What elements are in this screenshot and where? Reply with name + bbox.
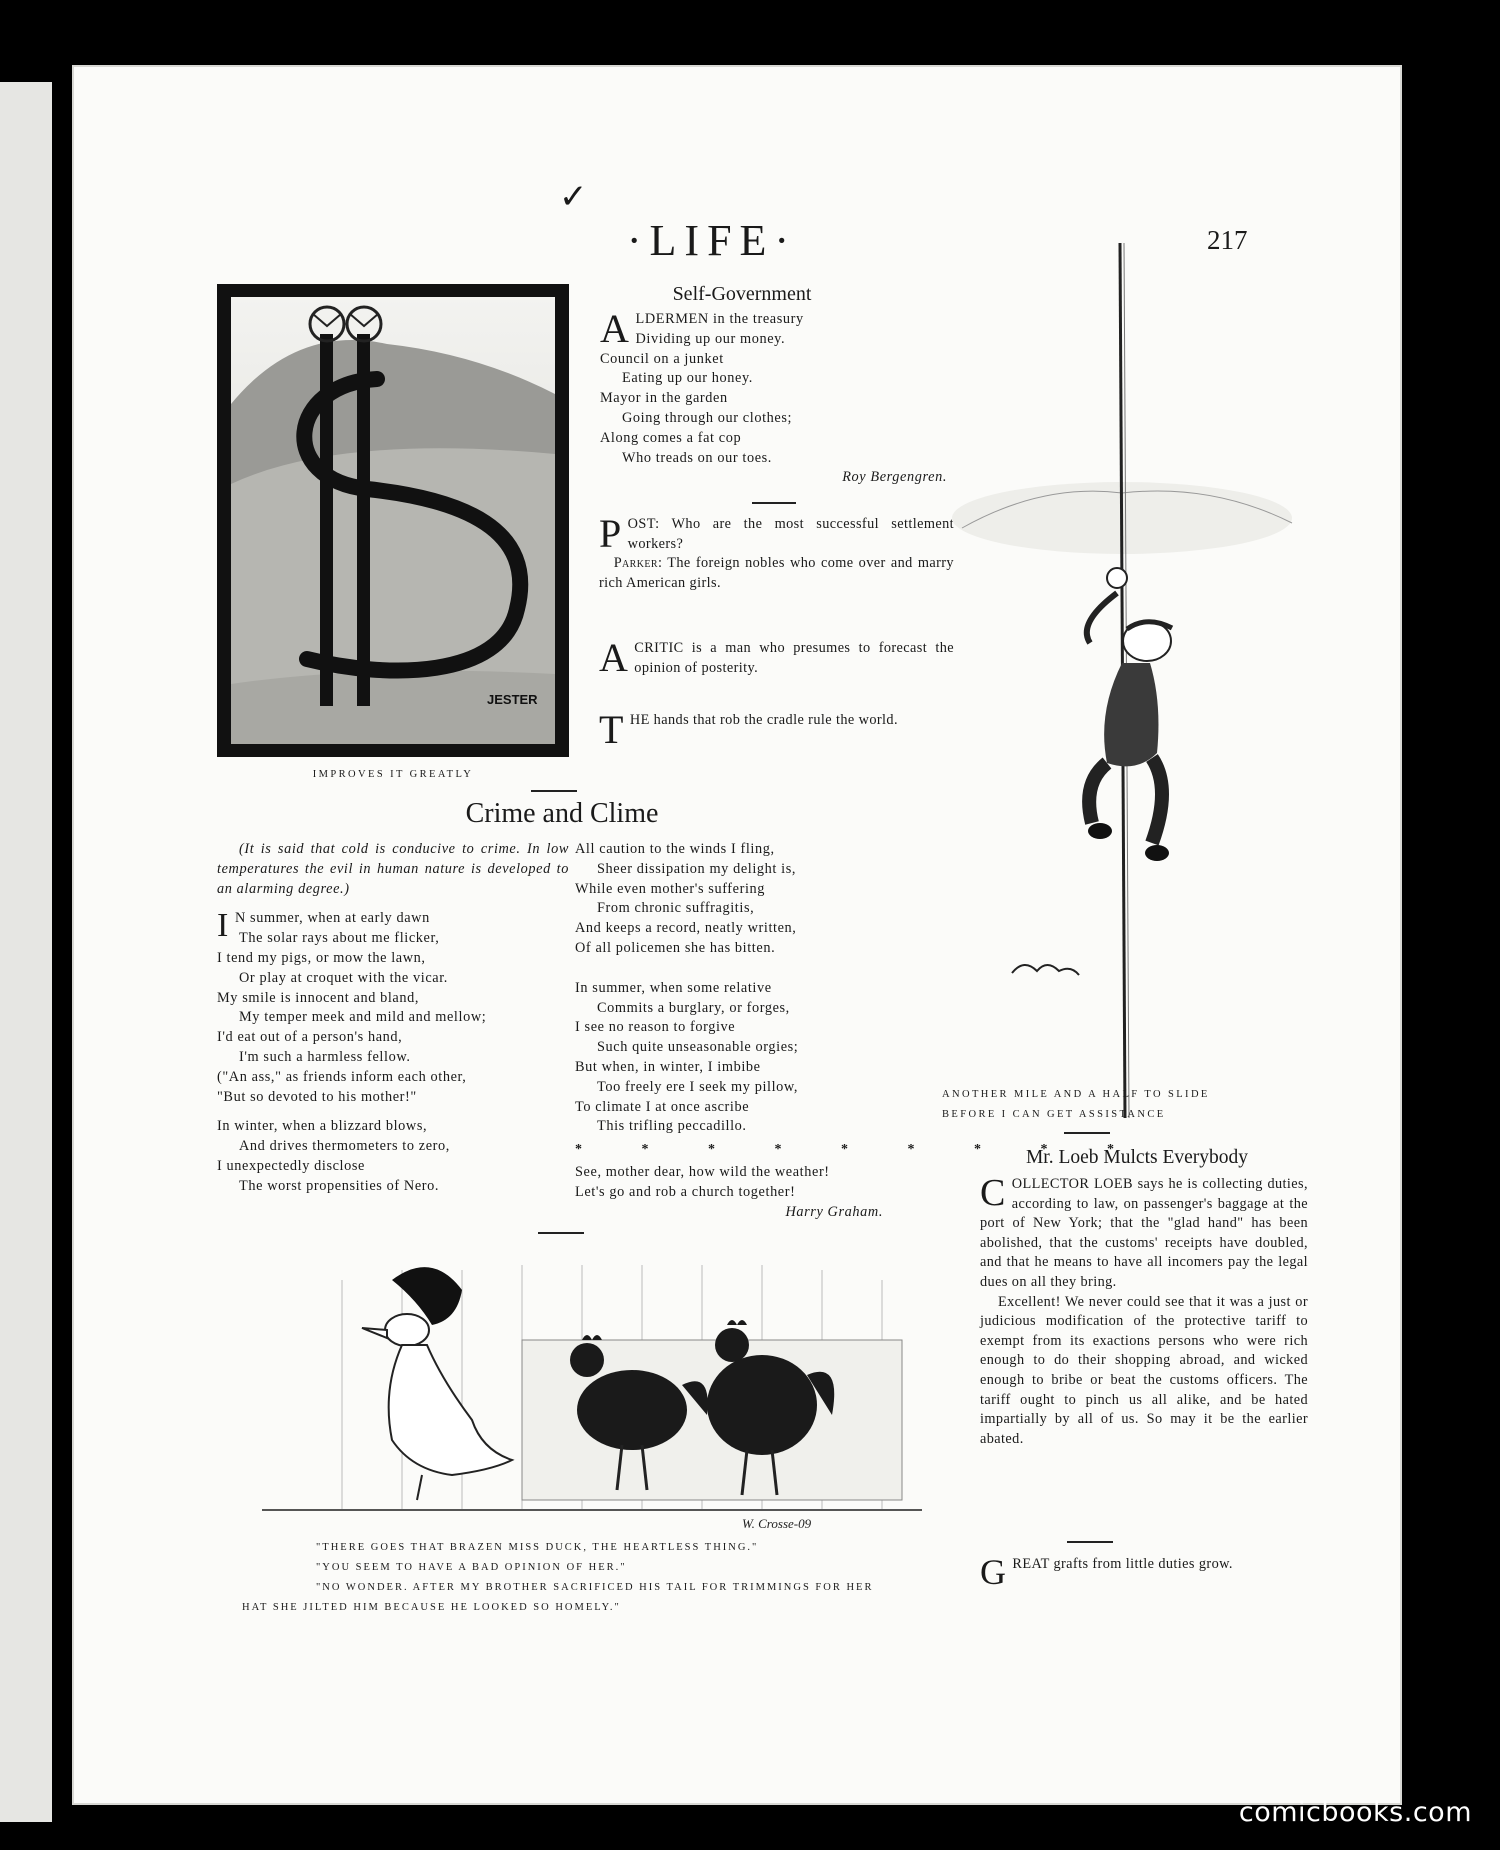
check-mark: ✓ <box>559 177 588 217</box>
caption-line: "NO WONDER. AFTER MY BROTHER SACRIFICED HIS TAIL FOR TRIMMINGS FOR HER <box>316 1582 874 1593</box>
divider <box>752 502 796 504</box>
poem-line: Along comes a fat cop <box>600 429 742 446</box>
poem-author: Harry Graham. <box>785 1203 883 1220</box>
drop-cap: I <box>217 907 229 945</box>
poem-line: Dividing up our money. <box>635 330 786 347</box>
duck-cartoon <box>242 1250 932 1535</box>
caption-line: BEFORE I CAN GET ASSISTANCE <box>942 1109 1166 1120</box>
poem-line: Too freely ere I seek my pillow, <box>597 1078 799 1095</box>
crime-poem-left-column <box>217 840 569 1197</box>
poem-intro: (It is said that cold is conducive to crime. In low temperatures the evil in human nature is developed to an alarming degree.) <box>217 841 569 897</box>
drop-cap: P <box>599 511 622 556</box>
poem-line: See, mother dear, how wild the weather! <box>575 1164 830 1181</box>
poem-line: N summer, when at early dawn <box>234 910 430 927</box>
self-government-poem <box>600 306 955 488</box>
illustration-caption: IMPROVES IT GREATLY <box>312 769 474 780</box>
poem-line: I'd eat out of a person's hand, <box>217 1029 403 1046</box>
poem-line: While even mother's suffering <box>575 880 766 897</box>
duck-cartoon-caption <box>242 1538 962 1618</box>
speaker-parker: Parker: <box>613 555 663 572</box>
poem-line: Council on a junket <box>600 350 724 367</box>
caption-line: ANOTHER MILE AND A HALF TO SLIDE <box>942 1089 1210 1100</box>
rope-climber-drawing <box>922 243 1322 1118</box>
article-paragraph: Excellent! We never could see that it was a just or judicious modification of the protective tariff to exempt from its exactions persons who were rich enough to do their shopping abroad, and wicked enough to bribe or beat the customs officers. The tariff ought to pinch us all alike, and be hated impartially by all of us. So may it be the earlier abated. <box>980 1293 1308 1447</box>
poem-line: And keeps a record, neatly written, <box>575 920 797 937</box>
drop-cap: A <box>600 306 630 351</box>
poem-line: In summer, when some relative <box>575 979 772 996</box>
joke-line: The foreign nobles who come over and marry rich American girls. <box>599 555 954 591</box>
joke-line: Who are the most successful settlement workers? <box>627 516 955 552</box>
rope-cartoon <box>922 243 1322 1118</box>
drop-cap: T <box>599 707 624 752</box>
hands-epigram <box>599 707 954 752</box>
poem-line: But when, in winter, I imbibe <box>575 1058 761 1075</box>
epigram-text: REAT grafts from little duties grow. <box>1012 1556 1233 1572</box>
divider <box>531 790 577 792</box>
poem-line: Eating up our honey. <box>622 370 753 387</box>
poem-line: Of all policemen she has bitten. <box>575 939 776 956</box>
divider <box>1067 1541 1113 1543</box>
poem-line: And drives thermometers to zero, <box>239 1138 450 1155</box>
article-paragraph: OLLECTOR LOEB says he is collecting duties, according to law, on passenger's baggage at the port of New York; that the "glad hand" has been abolished, that the customs' receipts have doubled, and that he means to have all incomers pay the legal dues on all they bring. <box>980 1176 1308 1290</box>
poem-line: From chronic suffragitis, <box>597 900 755 917</box>
watermark: comicbooks.com <box>1238 1797 1472 1828</box>
epigram-text: HE hands that rob the cradle rule the world. <box>629 712 898 728</box>
self-government-title: Self-Government <box>672 283 812 305</box>
poem-line: Mayor in the garden <box>600 390 728 407</box>
poem-author: Roy Bergengren. <box>842 469 947 486</box>
page-number: 217 <box>1207 225 1248 255</box>
poem-line: Commits a burglary, or forges, <box>597 999 790 1016</box>
poem-line: My smile is innocent and bland, <box>217 989 420 1006</box>
critic-epigram <box>599 635 954 680</box>
poem-line: Who treads on our toes. <box>622 449 772 466</box>
divider <box>1064 1132 1110 1134</box>
divider <box>538 1232 584 1234</box>
poem-line: My temper meek and mild and mellow; <box>239 1009 487 1026</box>
post-parker-joke <box>599 511 955 593</box>
epigram-text: CRITIC is a man who presumes to forecast the opinion of posterity. <box>634 640 954 676</box>
poem-line: LDERMEN in the treasury <box>635 311 804 327</box>
section-dots: * * * * * * * * * <box>575 1142 1142 1158</box>
caption-line: "YOU SEEM TO HAVE A BAD OPINION OF HER." <box>316 1562 627 1573</box>
drop-cap: C <box>980 1172 1006 1214</box>
dollar-trees-drawing <box>217 284 569 757</box>
poem-line: This trifling peccadillo. <box>597 1118 747 1135</box>
binding-gutter <box>0 82 52 1822</box>
caption-line: HAT SHE JILTED HIM BECAUSE HE LOOKED SO HOMELY." <box>242 1602 621 1613</box>
loeb-article <box>980 1172 1308 1449</box>
poem-line: "But so devoted to his mother!" <box>217 1088 417 1105</box>
caption-line: "THERE GOES THAT BRAZEN MISS DUCK, THE HEARTLESS THING." <box>316 1542 759 1553</box>
poem-line: Such quite unseasonable orgies; <box>597 1039 799 1056</box>
loeb-title: Mr. Loeb Mulcts Everybody <box>1025 1147 1249 1168</box>
speaker-post: OST: <box>627 516 660 532</box>
crime-and-clime-title: Crime and Clime <box>465 798 659 829</box>
poem-line: Let's go and rob a church together! <box>575 1183 796 1200</box>
poem-line: In winter, when a blizzard blows, <box>217 1118 428 1135</box>
poem-line: Or play at croquet with the vicar. <box>239 969 448 986</box>
magazine-page <box>72 65 1402 1805</box>
duck-cartoon-signature: W. Crosse-09 <box>742 1516 812 1531</box>
rope-cartoon-caption <box>942 1085 1352 1125</box>
poem-line: I see no reason to forgive <box>575 1019 736 1036</box>
drop-cap: A <box>599 635 629 680</box>
poem-line: Going through our clothes; <box>622 409 793 426</box>
jester-signature: JESTER <box>487 692 538 707</box>
poem-line: I'm such a harmless fellow. <box>239 1048 411 1065</box>
masthead: ·LIFE· <box>626 216 798 265</box>
poem-line: I unexpectedly disclose <box>217 1157 365 1174</box>
poem-line: Sheer dissipation my delight is, <box>597 860 797 877</box>
poem-line: All caution to the winds I fling, <box>575 841 775 857</box>
duck-and-hens-drawing <box>242 1250 932 1535</box>
great-epigram <box>980 1552 1308 1592</box>
dollar-illustration <box>217 284 569 757</box>
poem-line: To climate I at once ascribe <box>575 1098 750 1115</box>
poem-line: ("An ass," as friends inform each other, <box>217 1068 467 1085</box>
drop-cap: G <box>980 1552 1007 1592</box>
poem-line: The worst propensities of Nero. <box>239 1177 440 1194</box>
poem-line: I tend my pigs, or mow the lawn, <box>217 949 426 966</box>
poem-line: The solar rays about me flicker, <box>239 930 440 947</box>
